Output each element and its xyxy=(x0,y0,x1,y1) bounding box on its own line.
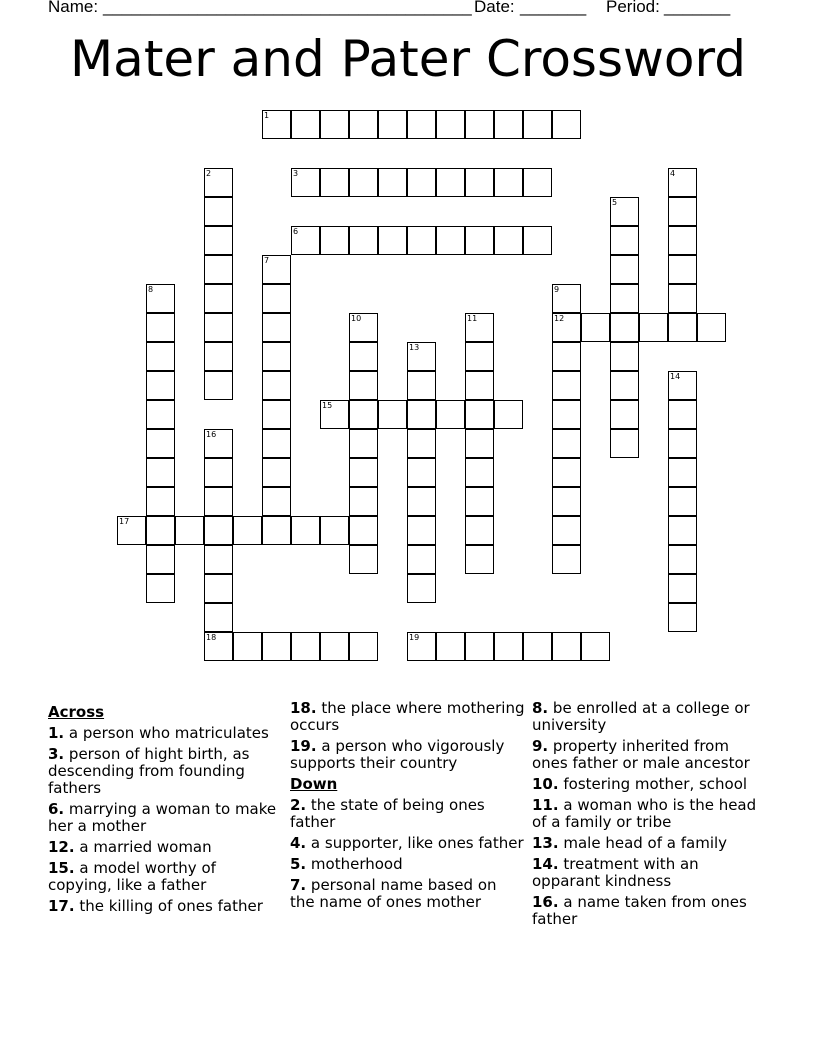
clue-down-11: 11. a woman who is the head of a family or tribe xyxy=(532,796,757,831)
grid-cell[interactable] xyxy=(494,400,523,429)
clue-down-5: 5. motherhood xyxy=(290,855,403,873)
grid-cell[interactable] xyxy=(668,400,697,429)
clue-number: 15 xyxy=(322,401,333,410)
grid-cell[interactable] xyxy=(668,545,697,574)
grid-cell[interactable] xyxy=(668,226,697,255)
grid-cell[interactable] xyxy=(407,458,436,487)
clue-down-13: 13. male head of a family xyxy=(532,834,728,852)
down-heading: Down xyxy=(290,775,338,793)
clue-number: 19 xyxy=(409,633,420,642)
grid-cell[interactable] xyxy=(262,487,291,516)
grid-cell[interactable] xyxy=(436,110,465,139)
grid-cell[interactable] xyxy=(378,226,407,255)
grid-cell[interactable] xyxy=(581,313,610,342)
grid-cell[interactable] xyxy=(146,400,175,429)
grid-cell[interactable] xyxy=(552,516,581,545)
grid-cell[interactable] xyxy=(262,110,291,139)
grid-cell[interactable] xyxy=(146,313,175,342)
grid-cell[interactable] xyxy=(523,632,552,661)
grid-cell[interactable] xyxy=(552,545,581,574)
grid-cell[interactable] xyxy=(610,255,639,284)
grid-cell[interactable] xyxy=(407,226,436,255)
grid-cell[interactable] xyxy=(349,545,378,574)
grid-cell[interactable] xyxy=(204,226,233,255)
grid-cell[interactable] xyxy=(639,313,668,342)
grid-cell[interactable] xyxy=(349,226,378,255)
grid-cell[interactable] xyxy=(552,487,581,516)
grid-cell[interactable] xyxy=(610,400,639,429)
grid-cell[interactable] xyxy=(465,429,494,458)
grid-cell[interactable] xyxy=(610,197,639,226)
clue-number: 5 xyxy=(612,198,618,207)
grid-cell[interactable] xyxy=(349,168,378,197)
grid-cell[interactable] xyxy=(291,516,320,545)
page-title: Mater and Pater Crossword xyxy=(70,30,746,88)
grid-cell[interactable] xyxy=(494,632,523,661)
grid-cell[interactable] xyxy=(436,400,465,429)
grid-cell[interactable] xyxy=(233,516,262,545)
clue-across-17: 17. the killing of ones father xyxy=(48,897,263,915)
grid-cell[interactable] xyxy=(610,342,639,371)
grid-cell[interactable] xyxy=(668,429,697,458)
grid-cell[interactable] xyxy=(262,400,291,429)
grid-cell[interactable] xyxy=(407,400,436,429)
grid-cell[interactable] xyxy=(262,429,291,458)
grid-cell[interactable] xyxy=(291,226,320,255)
clue-number: 2 xyxy=(206,169,212,178)
clue-down-2: 2. the state of being ones father xyxy=(290,796,485,831)
grid-cell[interactable] xyxy=(204,342,233,371)
clues-column-2 xyxy=(290,700,525,915)
clue-down-16: 16. a name taken from ones father xyxy=(532,893,747,928)
grid-cell[interactable] xyxy=(552,458,581,487)
grid-cell[interactable] xyxy=(146,487,175,516)
grid-cell[interactable] xyxy=(465,371,494,400)
period-label: Period: xyxy=(606,0,660,16)
grid-cell[interactable] xyxy=(349,313,378,342)
clue-down-10: 10. fostering mother, school xyxy=(532,775,748,793)
grid-cell[interactable] xyxy=(320,632,349,661)
grid-cell[interactable] xyxy=(523,226,552,255)
grid-cell[interactable] xyxy=(465,342,494,371)
grid-cell[interactable] xyxy=(378,110,407,139)
grid-cell[interactable] xyxy=(610,313,639,342)
grid-cell[interactable] xyxy=(349,429,378,458)
grid-cell[interactable] xyxy=(204,632,233,661)
grid-cell[interactable] xyxy=(668,458,697,487)
grid-cell[interactable] xyxy=(204,487,233,516)
clue-down-4: 4. a supporter, like ones father xyxy=(290,834,524,852)
clue-across-19: 19. a person who vigorously supports their country xyxy=(290,737,505,772)
grid-cell[interactable] xyxy=(262,342,291,371)
clue-across-3: 3. person of hight birth, as descending from founding fathers xyxy=(48,745,250,797)
grid-cell[interactable] xyxy=(204,574,233,603)
name-label: Name: xyxy=(48,0,99,16)
grid-cell[interactable] xyxy=(349,110,378,139)
grid-cell[interactable] xyxy=(552,371,581,400)
grid-cell[interactable] xyxy=(465,400,494,429)
across-heading: Across xyxy=(48,703,105,721)
clue-number: 13 xyxy=(409,343,420,352)
clue-down-7: 7. personal name based on the name of ones mother xyxy=(290,876,497,911)
clue-number: 7 xyxy=(264,256,270,265)
grid-cell[interactable] xyxy=(204,545,233,574)
grid-cell[interactable] xyxy=(175,516,204,545)
grid-cell[interactable] xyxy=(668,574,697,603)
grid-cell[interactable] xyxy=(523,110,552,139)
grid-cell[interactable] xyxy=(407,632,436,661)
clue-across-1: 1. a person who matriculates xyxy=(48,724,269,742)
grid-cell[interactable] xyxy=(262,632,291,661)
grid-cell[interactable] xyxy=(610,284,639,313)
grid-cell[interactable] xyxy=(320,110,349,139)
grid-cell[interactable] xyxy=(204,371,233,400)
clue-down-14: 14. treatment with an opparant kindness xyxy=(532,855,699,890)
grid-cell[interactable] xyxy=(349,487,378,516)
grid-cell[interactable] xyxy=(146,342,175,371)
grid-cell[interactable] xyxy=(291,632,320,661)
grid-cell[interactable] xyxy=(262,371,291,400)
grid-cell[interactable] xyxy=(204,313,233,342)
grid-cell[interactable] xyxy=(349,371,378,400)
grid-cell[interactable] xyxy=(320,226,349,255)
clue-across-18: 18. the place where mothering occurs xyxy=(290,699,525,734)
clue-number: 12 xyxy=(554,314,565,323)
grid-cell[interactable] xyxy=(262,284,291,313)
grid-cell[interactable] xyxy=(320,516,349,545)
date-label: Date: xyxy=(474,0,515,16)
grid-cell[interactable] xyxy=(378,400,407,429)
grid-cell[interactable] xyxy=(494,168,523,197)
grid-cell[interactable] xyxy=(668,487,697,516)
clue-number: 11 xyxy=(467,314,478,323)
grid-cell[interactable] xyxy=(407,110,436,139)
grid-cell[interactable] xyxy=(494,110,523,139)
grid-cell[interactable] xyxy=(436,168,465,197)
grid-cell[interactable] xyxy=(378,168,407,197)
grid-cell[interactable] xyxy=(436,632,465,661)
grid-cell[interactable] xyxy=(668,168,697,197)
grid-cell[interactable] xyxy=(204,458,233,487)
grid-cell[interactable] xyxy=(407,487,436,516)
grid-cell[interactable] xyxy=(204,516,233,545)
grid-cell[interactable] xyxy=(610,429,639,458)
grid-cell[interactable] xyxy=(668,313,697,342)
grid-cell[interactable] xyxy=(465,168,494,197)
grid-cell[interactable] xyxy=(407,342,436,371)
grid-cell[interactable] xyxy=(552,429,581,458)
grid-cell[interactable] xyxy=(465,458,494,487)
grid-cell[interactable] xyxy=(291,110,320,139)
grid-cell[interactable] xyxy=(407,574,436,603)
grid-cell[interactable] xyxy=(320,400,349,429)
grid-cell[interactable] xyxy=(146,574,175,603)
grid-cell[interactable] xyxy=(262,458,291,487)
grid-cell[interactable] xyxy=(697,313,726,342)
grid-cell[interactable] xyxy=(465,487,494,516)
grid-cell[interactable] xyxy=(204,197,233,226)
grid-cell[interactable] xyxy=(146,371,175,400)
grid-cell[interactable] xyxy=(552,284,581,313)
grid-cell[interactable] xyxy=(407,545,436,574)
grid-cell[interactable] xyxy=(349,458,378,487)
grid-cell[interactable] xyxy=(349,342,378,371)
clue-across-15: 15. a model worthy of copying, like a father xyxy=(48,859,216,894)
clue-number: 10 xyxy=(351,314,362,323)
clue-number: 4 xyxy=(670,169,676,178)
clue-number: 9 xyxy=(554,285,560,294)
grid-cell[interactable] xyxy=(349,400,378,429)
grid-cell[interactable] xyxy=(146,458,175,487)
clues-column-1 xyxy=(48,700,283,919)
grid-cell[interactable] xyxy=(146,429,175,458)
grid-cell[interactable] xyxy=(668,284,697,313)
grid-cell[interactable] xyxy=(262,313,291,342)
grid-cell[interactable] xyxy=(146,284,175,313)
period-blank[interactable]: _______ xyxy=(664,0,731,16)
grid-cell[interactable] xyxy=(407,429,436,458)
grid-cell[interactable] xyxy=(262,255,291,284)
grid-cell[interactable] xyxy=(407,168,436,197)
grid-cell[interactable] xyxy=(552,400,581,429)
grid-cell[interactable] xyxy=(552,110,581,139)
grid-cell[interactable] xyxy=(494,226,523,255)
grid-cell[interactable] xyxy=(610,371,639,400)
grid-cell[interactable] xyxy=(523,168,552,197)
grid-cell[interactable] xyxy=(465,516,494,545)
grid-cell[interactable] xyxy=(407,516,436,545)
clue-down-9: 9. property inherited from ones father or male ancestor xyxy=(532,737,750,772)
grid-cell[interactable] xyxy=(668,603,697,632)
grid-cell[interactable] xyxy=(668,255,697,284)
clues-column-3 xyxy=(532,700,767,932)
grid-cell[interactable] xyxy=(465,313,494,342)
clue-number: 6 xyxy=(293,227,299,236)
grid-cell[interactable] xyxy=(610,226,639,255)
grid-cell[interactable] xyxy=(204,284,233,313)
grid-cell[interactable] xyxy=(407,371,436,400)
grid-cell[interactable] xyxy=(146,545,175,574)
grid-cell[interactable] xyxy=(668,516,697,545)
grid-cell[interactable] xyxy=(465,632,494,661)
name-blank[interactable]: _______________________________________ xyxy=(103,0,472,16)
grid-cell[interactable] xyxy=(349,516,378,545)
clue-down-8: 8. be enrolled at a college or university xyxy=(532,699,750,734)
grid-cell[interactable] xyxy=(204,603,233,632)
grid-cell[interactable] xyxy=(668,197,697,226)
grid-cell[interactable] xyxy=(581,632,610,661)
grid-cell[interactable] xyxy=(117,516,146,545)
clue-number: 18 xyxy=(206,633,217,642)
grid-cell[interactable] xyxy=(262,516,291,545)
grid-cell[interactable] xyxy=(204,429,233,458)
date-blank[interactable]: _______ xyxy=(520,0,587,16)
grid-cell[interactable] xyxy=(436,226,465,255)
grid-cell[interactable] xyxy=(320,168,349,197)
clue-across-12: 12. a married woman xyxy=(48,838,212,856)
grid-cell[interactable] xyxy=(552,342,581,371)
grid-cell[interactable] xyxy=(204,255,233,284)
grid-cell[interactable] xyxy=(233,632,262,661)
grid-cell[interactable] xyxy=(552,632,581,661)
grid-cell[interactable] xyxy=(552,313,581,342)
grid-cell[interactable] xyxy=(668,371,697,400)
grid-cell[interactable] xyxy=(465,545,494,574)
clue-number: 17 xyxy=(119,517,130,526)
clue-number: 16 xyxy=(206,430,217,439)
clue-number: 3 xyxy=(293,169,299,178)
clue-number: 8 xyxy=(148,285,154,294)
clue-number: 14 xyxy=(670,372,681,381)
clue-across-6: 6. marrying a woman to make her a mother xyxy=(48,800,277,835)
grid-cell[interactable] xyxy=(349,632,378,661)
grid-cell[interactable] xyxy=(146,516,175,545)
grid-cell[interactable] xyxy=(465,226,494,255)
grid-cell[interactable] xyxy=(204,168,233,197)
clue-number: 1 xyxy=(264,111,270,120)
grid-cell[interactable] xyxy=(465,110,494,139)
grid-cell[interactable] xyxy=(291,168,320,197)
